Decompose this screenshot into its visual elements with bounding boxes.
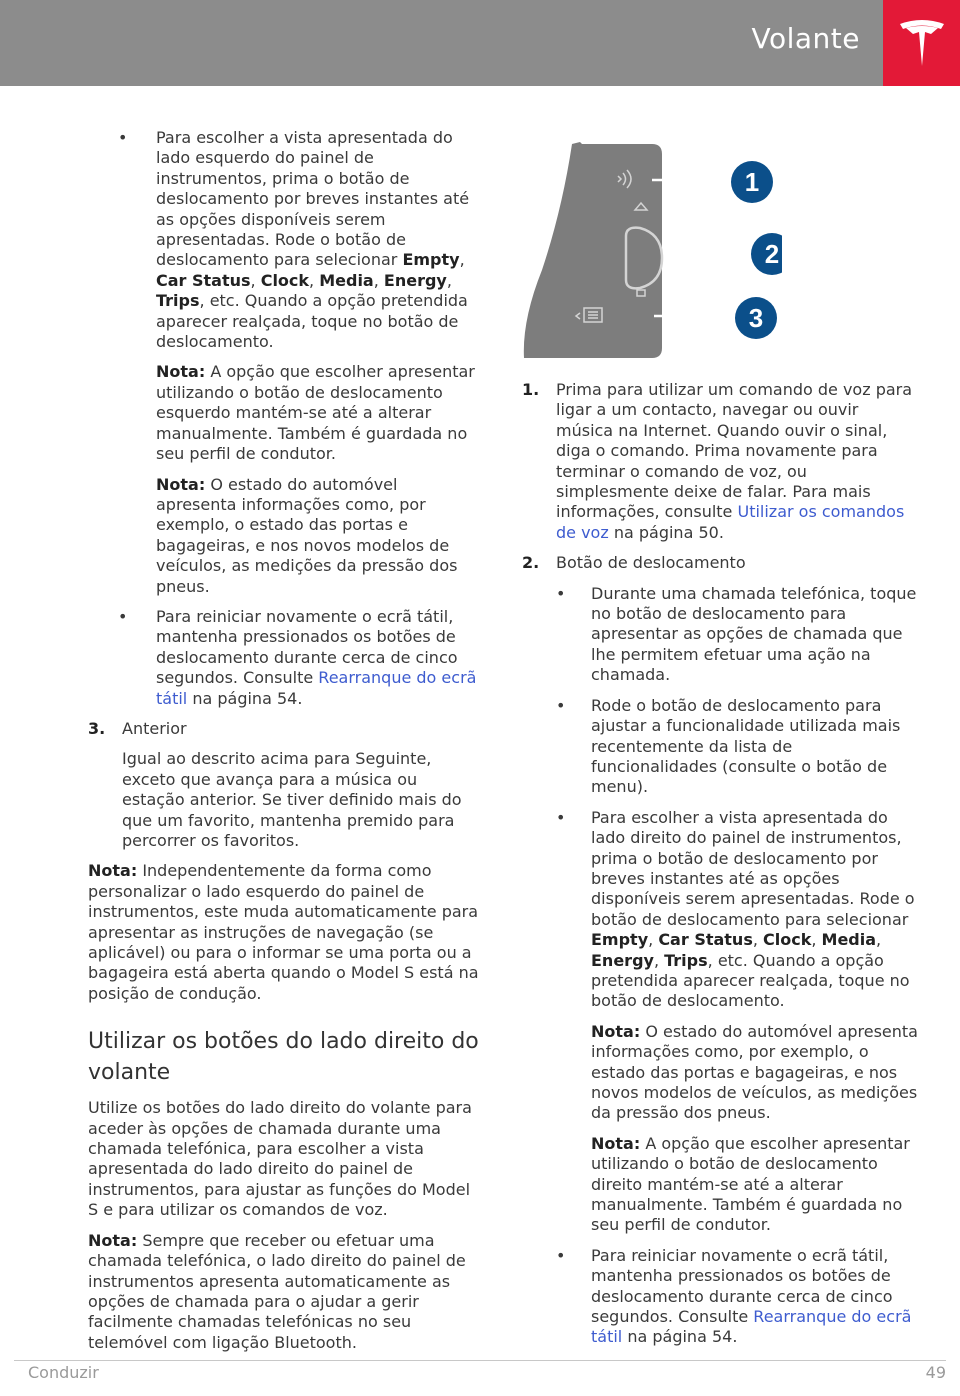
link-rearranque[interactable]: Rearranque do ecrã tátil bbox=[591, 1307, 912, 1347]
link-comandos-voz[interactable]: Utilizar os comandos de voz bbox=[556, 502, 905, 542]
numbered-item: 1. Prima para utilizar um comando de voz para ligar a um contacto, navegar ou ouvir música na Internet. Quando ouvir o sinal, diga o comando. Prima novamente para terminar o comando de voz, ou simplesmente deixe de falar. Para mais informações, consulte Utilizar os comandos de voz na página 50. bbox=[522, 380, 913, 542]
page-title: Volante bbox=[751, 22, 860, 55]
list-item: • Para escolher a vista apresentada do lado esquerdo do painel de instrumentos, prima o botão de deslocamento por breves instantes até as opções disponíveis serem apresentadas. Rode o botão de deslocamento para selecionar Empty, Car Status, Clock, Media, Energy, Trips, etc. Quando a opção pretendida aparecer realçada, toque no botão de deslocamento. bbox=[118, 128, 470, 352]
button-panel bbox=[524, 142, 662, 358]
note: Nota: O estado do automóvel apresenta informações como, por exemplo, o estado das portas e bagageiras, e nos novos modelos de veículos, as medições da pressão dos pneus. bbox=[591, 1021, 918, 1123]
item-description: Igual ao descrito acima para Seguinte, exceto que avança para a música ou estação anterior. Se tiver definido mais do que um favorito, mantenha premido para percorrer os favoritos. bbox=[122, 749, 462, 850]
link-rearranque[interactable]: Rearranque do ecrã tátil bbox=[156, 668, 477, 708]
tesla-logo-icon bbox=[898, 18, 946, 68]
note: Nota: Sempre que receber ou efetuar uma chamada telefónica, o lado direito do painel de instrumentos apresenta automaticamente as opções de chamada para o ajudar a gerir facilmente chamadas telefónicas no seu telemóvel com ligação Bluetooth. bbox=[88, 1230, 466, 1352]
note: Nota: O estado do automóvel apresenta informações como, por exemplo, o estado das portas e bagageiras, e nos novos modelos de veículos, as medições da pressão dos pneus. bbox=[156, 474, 458, 596]
section-heading: Utilizar os botões do lado direito do volante bbox=[88, 1029, 479, 1086]
list-item: • Rode o botão de deslocamento para ajustar a funcionalidade utilizada mais recentemente da lista de funcionalidades (consulte o botão de menu). bbox=[556, 695, 901, 797]
page-number: 49 bbox=[925, 1363, 946, 1382]
footer-section: Conduzir bbox=[28, 1363, 99, 1382]
paragraph: Utilize os botões do lado direito do volante para aceder às opções de chamada durante uma chamada telefónica, para escolher a vista apresentada do lado direito do painel de instrumentos, para ajustar as funções do Model S e para utilizar os comandos de voz. bbox=[88, 1098, 472, 1220]
list-item: • Para escolher a vista apresentada do lado direito do painel de instrumentos, prima o botão de deslocamento por breves instantes até as opções disponíveis serem apresentadas. Rode o botão de deslocamento para selecionar Empty, Car Status, Clock, Media, Energy, Trips, etc. Quando a opção pretendida aparecer realçada, toque no botão de deslocamento. bbox=[556, 807, 915, 1011]
list-item: • Para reiniciar novamente o ecrã tátil, mantenha pressionados os botões de deslocamento durante cerca de cinco segundos. Consulte Rearranque do ecrã tátil na página 54. bbox=[118, 606, 477, 708]
footer-divider bbox=[14, 1360, 946, 1361]
list-item: • Durante uma chamada telefónica, toque no botão de deslocamento para apresentar as opções de chamada que lhe permitem efetuar uma ação na chamada. bbox=[556, 583, 917, 685]
svg-text:3: 3 bbox=[748, 303, 764, 333]
note: Nota: A opção que escolher apresentar utilizando o botão de deslocamento direito mantém-se até a alterar manualmente. Também é guardada no seu perfil de condutor. bbox=[591, 1133, 910, 1235]
page-header bbox=[0, 0, 960, 86]
numbered-item: 3. Anterior bbox=[88, 718, 187, 738]
steering-wheel-right-buttons-figure bbox=[522, 140, 782, 362]
right-column bbox=[522, 380, 918, 1358]
note: Nota: A opção que escolher apresentar utilizando o botão de deslocamento esquerdo mantém-se até a alterar manualmente. Também é guardada no seu perfil de condutor. bbox=[156, 362, 475, 464]
list-item: • Para reiniciar novamente o ecrã tátil, mantenha pressionados os botões de deslocamento durante cerca de cinco segundos. Consulte Rearranque do ecrã tátil na página 54. bbox=[556, 1245, 912, 1347]
svg-text:1: 1 bbox=[744, 167, 760, 197]
note: Nota: Independentemente da forma como personalizar o lado esquerdo do painel de instrumentos, este muda automaticamente para apresentar as instruções de navegação (se aplicável) ou para o informar se uma porta ou a bagageira está aberta quando o Model S está na posição de condução. bbox=[88, 861, 479, 1003]
numbered-item: 2. Botão de deslocamento bbox=[522, 553, 746, 573]
svg-text:2: 2 bbox=[764, 239, 780, 269]
brand-logo bbox=[883, 0, 960, 86]
left-column bbox=[88, 128, 480, 1363]
